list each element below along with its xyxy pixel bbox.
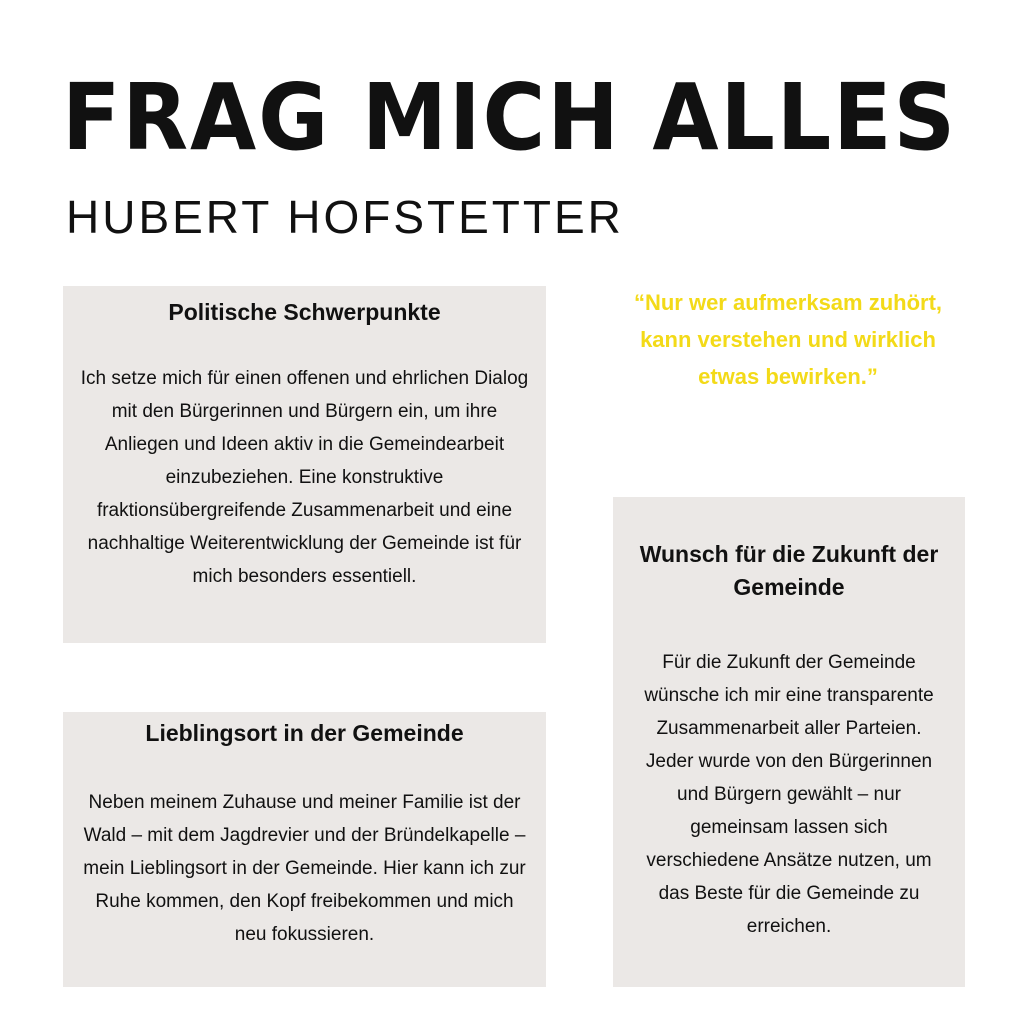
card-political-focus <box>63 286 546 643</box>
card-heading: Politische Schwerpunkte <box>168 299 441 325</box>
person-name: HUBERT HOFSTETTER <box>66 191 624 243</box>
card-future-wish <box>613 497 965 987</box>
quote: “Nur wer aufmerksam zuhört, kann verstehen und wirklich etwas bewirken.” <box>633 290 943 389</box>
card-heading: Lieblingsort in der Gemeinde <box>145 720 464 746</box>
card-body: Ich setze mich für einen offenen und ehrlichen Dialog mit den Bürgerinnen und Bürgern ein, um ihre Anliegen und Ideen aktiv in die Gemeindearbeit einzubeziehen. Eine konstruktive fraktionsübergreifende Zusammenarbeit und eine nachhaltige Weiterentwicklung der Gemeinde ist für mich besonders essentiell. <box>80 368 529 587</box>
card-body: Neben meinem Zuhause und meiner Familie ist der Wald – mit dem Jagdrevier und der Bründelkapelle – mein Lieblingsort in der Gemeinde. Hier kann ich zur Ruhe kommen, den Kopf freibekommen und mich neu fokussieren. <box>83 792 526 945</box>
card-body: Für die Zukunft der Gemeinde wünsche ich mir eine transparente Zusammenarbeit aller Parteien. Jeder wurde von den Bürgerinnen und Bürgern gewählt – nur gemeinsam lassen sich verschiedene Ansätze nutzen, um das Beste für die Gemeinde zu erreichen. <box>644 652 934 937</box>
card-heading: Wunsch für die Zukunft der Gemeinde <box>639 541 939 600</box>
card-favorite-place <box>63 712 546 987</box>
page-title: FRAG MICH ALLES <box>62 64 957 171</box>
